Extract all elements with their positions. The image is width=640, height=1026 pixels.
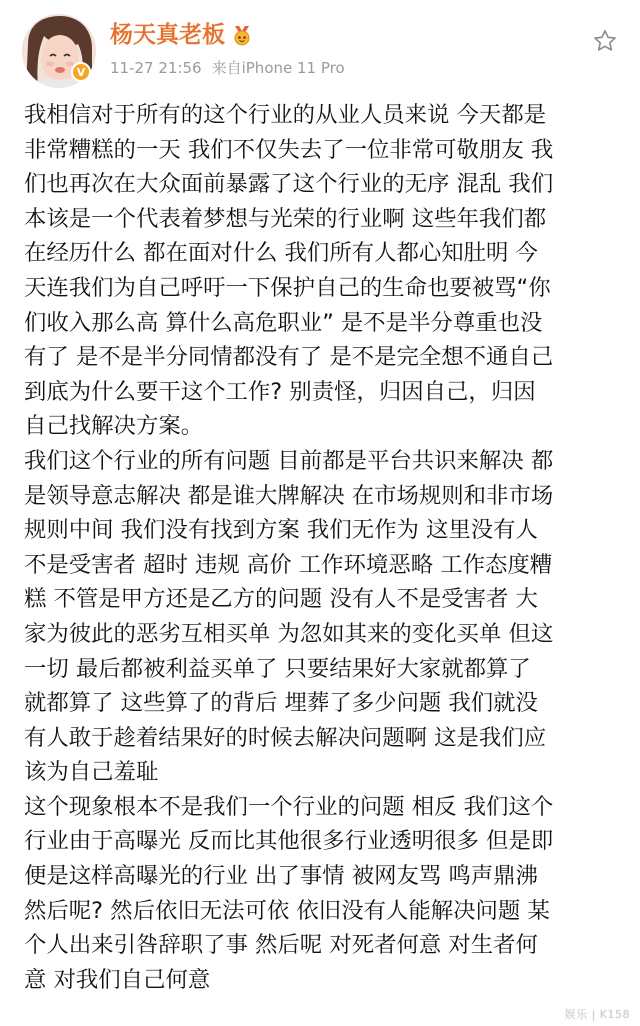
post-body-line: 意 对我们自己何意 <box>24 966 211 993</box>
post-body <box>24 98 620 997</box>
post-header <box>0 0 640 96</box>
post-body-line: 然后呢? 然后依旧无法可依 依旧没有人能解决问题 某 <box>24 897 550 924</box>
name-row <box>110 20 345 50</box>
post-body-line: 这个现象根本不是我们一个行业的问题 相反 我们这个 <box>24 793 554 820</box>
post-body-line: 天连我们为自己呼吁一下保护自己的生命也要被骂“你 <box>24 274 551 301</box>
post-body-line: 们收入那么高 算什么高危职业” 是不是半分尊重也没 <box>24 309 543 336</box>
post-meta <box>110 58 345 78</box>
medal-icon <box>231 24 253 46</box>
post-body-line: 有了 是不是半分同情都没有了 是不是完全想不通自己 <box>24 344 554 371</box>
post-body-line: 就都算了 这些算了的背后 埋葬了多少问题 我们就没 <box>24 690 538 717</box>
post-body-line: 我们这个行业的所有问题 目前都是平台共识来解决 都 <box>24 447 554 474</box>
post-body-line: 到底为什么要干这个工作? 别责怪，归因自己，归因 <box>24 378 536 405</box>
user-info <box>110 20 345 80</box>
post-body-line: 我相信对于所有的这个行业的从业人员来说 今天都是 <box>24 102 547 128</box>
post-body-line: 有人敢于趁着结果好的时候去解决问题啊 这是我们应 <box>24 724 547 751</box>
post-body-line: 糕 不管是甲方还是乙方的问题 没有人不是受害者 大 <box>24 586 538 613</box>
post-body-line: 自己找解决方案。 <box>24 413 204 440</box>
post-body-line: 们也再次在大众面前暴露了这个行业的无序 混乱 我们 <box>24 171 554 198</box>
watermark: 娱乐 | K158 <box>564 1008 630 1021</box>
verified-v-icon: V <box>71 62 91 82</box>
post-body-line: 个人出来引咎辞职了事 然后呢 对死者何意 对生者何 <box>24 932 538 959</box>
author-name[interactable]: 杨天真老板 <box>110 22 225 48</box>
post-body-line: 行业由于高曝光 反而比其他很多行业透明很多 但是即 <box>24 828 554 855</box>
post-timestamp: 11-27 21:56 <box>110 59 202 77</box>
post-body-line: 是领导意志解决 都是谁大牌解决 在市场规则和非市场 <box>24 482 554 509</box>
post-body-line: 本该是一个代表着梦想与光荣的行业啊 这些年我们都 <box>24 205 547 232</box>
post-source: 来自iPhone 11 Pro <box>211 59 345 77</box>
post-body-line: 非常糟糕的一天 我们不仅失去了一位非常可敬朋友 我 <box>24 136 554 163</box>
post-body-line: 家为彼此的恶劣互相买单 为忽如其来的变化买单 但这 <box>24 620 554 647</box>
star-outline-icon <box>592 28 618 54</box>
post-body-line: 便是这样高曝光的行业 出了事情 被网友骂 鸣声鼎沸 <box>24 863 538 890</box>
post-body-line: 不是受害者 超时 违规 高价 工作环境恶略 工作态度糟 <box>24 551 553 578</box>
post-body-line: 一切 最后都被利益买单了 只要结果好大家就都算了 <box>24 655 531 682</box>
favorite-button[interactable] <box>590 26 620 56</box>
post-body-line: 在经历什么 都在面对什么 我们所有人都心知肚明 今 <box>24 240 538 267</box>
post-body-line: 规则中间 我们没有找到方案 我们无作为 这里没有人 <box>24 517 538 544</box>
post-body-line: 该为自己羞耻 <box>24 759 159 786</box>
